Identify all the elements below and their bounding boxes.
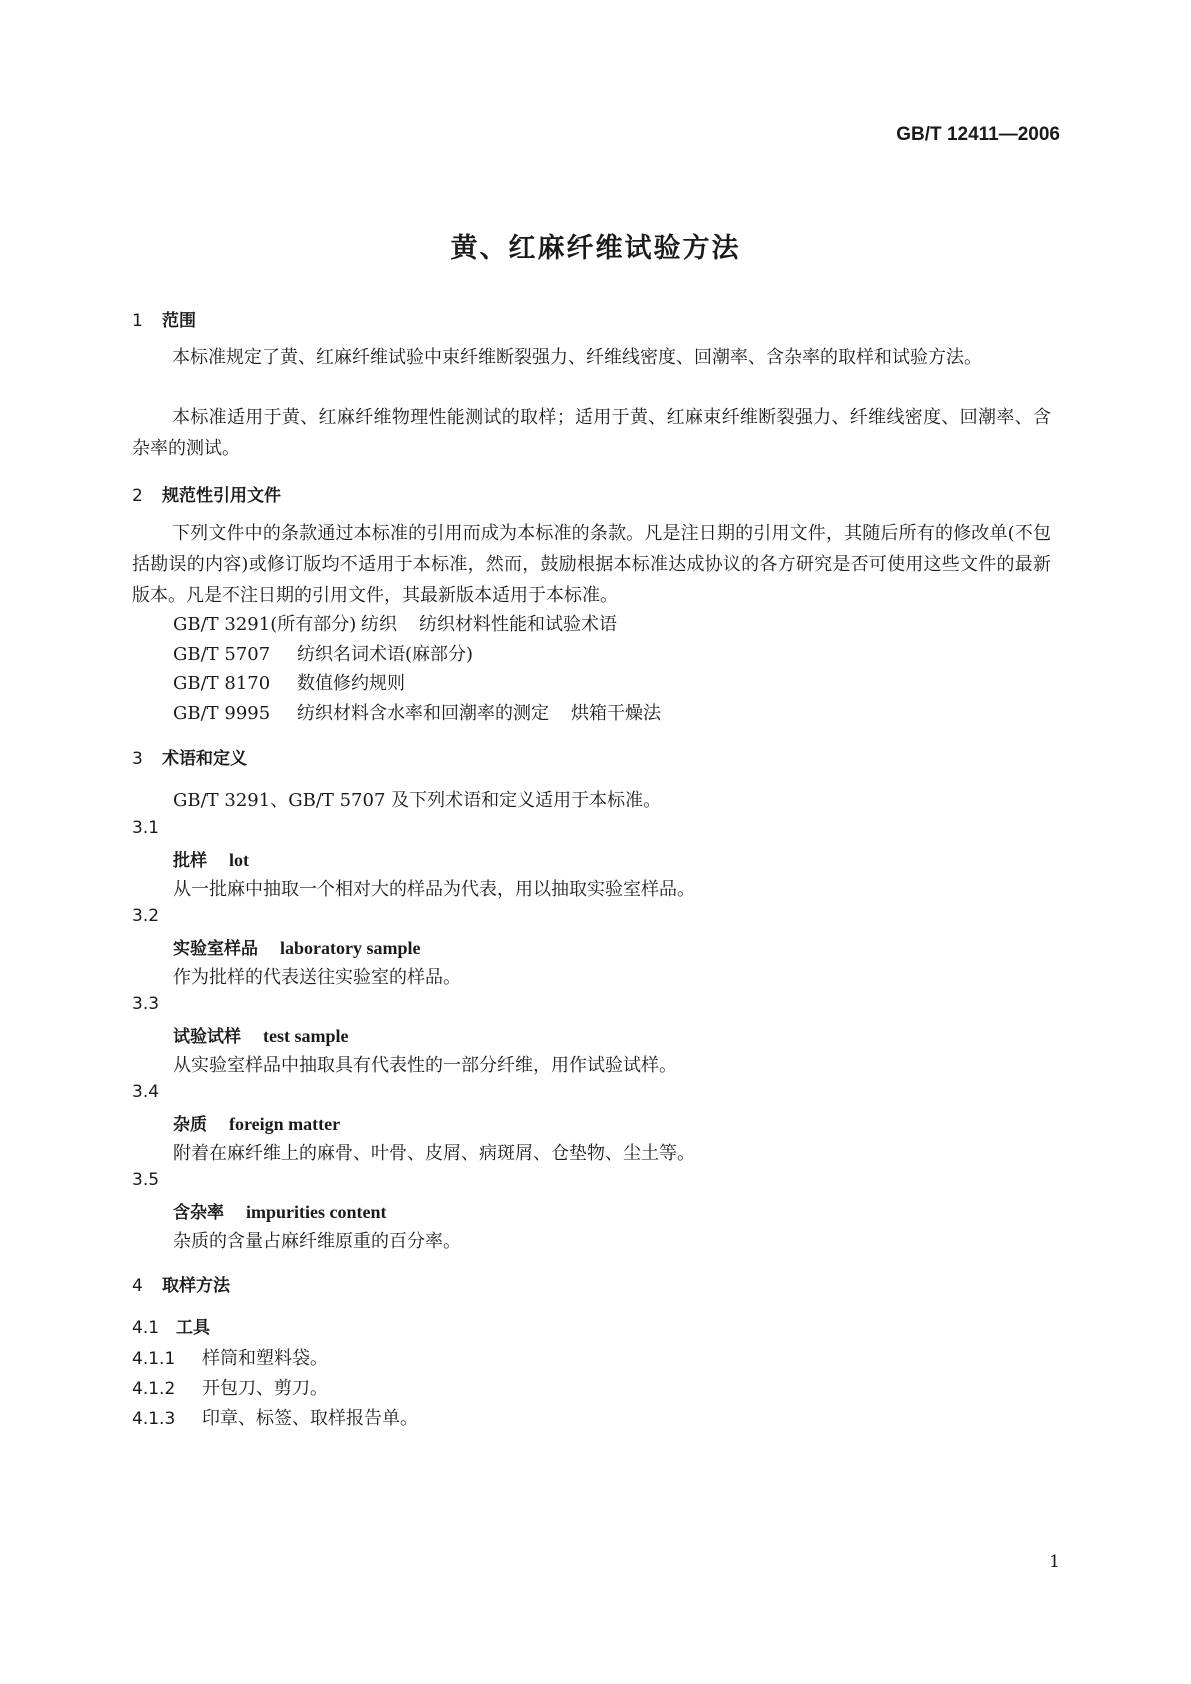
clause-item (132, 1374, 328, 1400)
term-number: 3.3 (132, 994, 160, 1014)
term-name-en: impurities content (246, 1202, 387, 1222)
reference-code: GB/T 3291(所有部分) (173, 614, 357, 635)
term-number: 3.2 (132, 906, 160, 926)
section-4-heading (132, 1271, 230, 1296)
reference-item (173, 640, 473, 666)
reference-item (173, 699, 661, 725)
subsection-4-1-heading (132, 1313, 210, 1338)
term-name (173, 934, 420, 959)
reference-title-part-2: 纺织材料性能和试验术语 (419, 614, 617, 635)
term-definition: 作为批样的代表送往实验室的样品。 (173, 967, 461, 988)
term-name-en: lot (229, 850, 249, 870)
section-1-heading (132, 306, 196, 331)
term-name (173, 1022, 348, 1047)
term-name-zh: 试验试样 (173, 1027, 241, 1047)
term-name-en: test sample (263, 1026, 349, 1046)
section-1-paragraph-2: 本标准适用于黄、红麻纤维物理性能测试的取样；适用于黄、红麻束纤维断裂强力、纤维线密度、回潮率、含杂率的测试。 (132, 407, 1051, 459)
section-number: 1 (132, 311, 143, 331)
subsection-number: 4.1 (132, 1318, 160, 1338)
reference-title: 数值修约规则 (297, 673, 405, 694)
clause-item (132, 1344, 328, 1370)
term-definition: 从一批麻中抽取一个相对大的样品为代表，用以抽取实验室样品。 (173, 879, 695, 900)
term-definition: 附着在麻纤维上的麻骨、叶骨、皮屑、病斑屑、仓垫物、尘土等。 (173, 1143, 695, 1164)
reference-title: 纺织 (361, 614, 397, 635)
reference-item (173, 669, 405, 695)
page-number: 1 (1049, 1552, 1060, 1572)
term-number: 3.1 (132, 818, 160, 838)
section-number: 4 (132, 1276, 143, 1296)
reference-title: 纺织名词术语(麻部分) (297, 644, 474, 665)
term-number: 3.5 (132, 1170, 160, 1190)
reference-code: GB/T 8170 (173, 673, 271, 694)
reference-code: GB/T 5707 (173, 644, 271, 665)
term-name-en: foreign matter (229, 1114, 341, 1134)
section-title: 规范性引用文件 (162, 486, 281, 506)
clause-text: 样筒和塑料袋。 (202, 1348, 328, 1369)
term-name-zh: 实验室样品 (173, 939, 258, 959)
clause-item (132, 1404, 418, 1430)
reference-item (173, 610, 617, 636)
section-number: 3 (132, 749, 143, 769)
term-definition: 从实验室样品中抽取具有代表性的一部分纤维，用作试验试样。 (173, 1055, 677, 1076)
section-2-paragraph: 下列文件中的条款通过本标准的引用而成为本标准的条款。凡是注日期的引用文件，其随后所有的修改单(不包括勘误的内容)或修订版均不适用于本标准，然而，鼓励根据本标准达成协议的各方研究是否可使用这些文件的最新版本。凡是不注日期的引用文件，其最新版本适用于本标准。 (132, 523, 1051, 606)
section-1-paragraph-1: 本标准规定了黄、红麻纤维试验中束纤维断裂强力、纤维线密度、回潮率、含杂率的取样和试验方法。 (172, 347, 982, 368)
section-title: 取样方法 (162, 1276, 230, 1296)
clause-number: 4.1.3 (132, 1409, 176, 1429)
term-name-en: laboratory sample (280, 938, 421, 958)
section-3-intro: GB/T 3291、GB/T 5707 及下列术语和定义适用于本标准。 (173, 790, 662, 811)
term-number: 3.4 (132, 1082, 160, 1102)
term-name (173, 1198, 386, 1223)
section-title: 范围 (162, 311, 196, 331)
clause-number: 4.1.2 (132, 1379, 176, 1399)
clause-text: 印章、标签、取样报告单。 (202, 1408, 418, 1429)
section-number: 2 (132, 486, 143, 506)
reference-code: GB/T 9995 (173, 703, 271, 724)
reference-title-part-2: 烘箱干燥法 (571, 703, 661, 724)
term-name-zh: 批样 (173, 851, 207, 871)
term-name (173, 846, 249, 871)
section-3-heading (132, 744, 247, 769)
term-definition: 杂质的含量占麻纤维原重的百分率。 (173, 1231, 461, 1252)
section-2-heading (132, 481, 281, 506)
standard-code: GB/T 12411—2006 (896, 124, 1060, 145)
term-name (173, 1110, 340, 1135)
reference-title: 纺织材料含水率和回潮率的测定 (297, 703, 549, 724)
clause-text: 开包刀、剪刀。 (202, 1378, 328, 1399)
term-name-zh: 含杂率 (173, 1203, 224, 1223)
clause-number: 4.1.1 (132, 1349, 176, 1369)
document-title: 黄、红麻纤维试验方法 (450, 233, 741, 264)
term-name-zh: 杂质 (173, 1115, 207, 1135)
subsection-title: 工具 (176, 1318, 210, 1338)
section-title: 术语和定义 (162, 749, 247, 769)
